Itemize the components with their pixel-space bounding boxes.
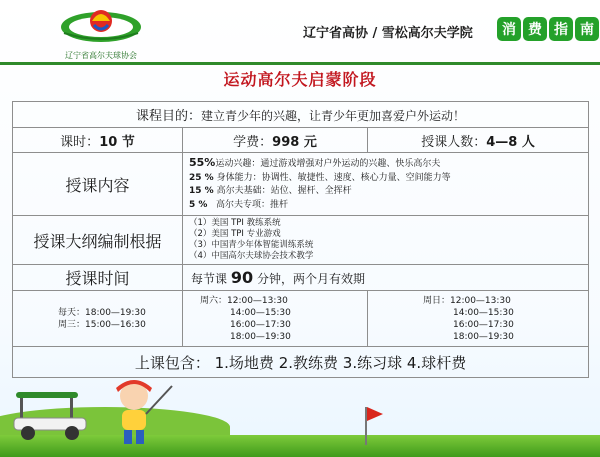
content-pct: 55% bbox=[189, 156, 216, 169]
content-pct: 25 % bbox=[189, 172, 214, 183]
content-item bbox=[189, 199, 582, 213]
badge-char: 南 bbox=[575, 17, 599, 41]
content-label: 授课内容 bbox=[13, 153, 183, 216]
content-item bbox=[189, 156, 582, 172]
golf-association-logo bbox=[56, 3, 146, 47]
time-summary-num: 90 bbox=[230, 268, 254, 287]
content-text: 高尔夫基础：站位、握杆、全挥杆 bbox=[216, 186, 352, 196]
hours-label: 课时： bbox=[60, 134, 100, 150]
time-summary bbox=[183, 265, 589, 291]
content-row bbox=[13, 153, 589, 216]
schedule-line: 周六：12:00—13:30 bbox=[200, 295, 288, 306]
outline-item: （1）美国 TPI 教练系统 bbox=[189, 218, 281, 228]
schedule-row bbox=[13, 291, 589, 347]
fee-label: 学费： bbox=[233, 134, 273, 150]
page-title: 运动高尔夫启蒙阶段 bbox=[223, 70, 377, 89]
badge-char: 指 bbox=[549, 17, 573, 41]
includes-item: 2.教练费 bbox=[278, 353, 339, 372]
class-size-value: 4—8 人 bbox=[486, 134, 535, 150]
includes-item: 4.球杆费 bbox=[406, 353, 467, 372]
schedule-line: 18:00—19:30 bbox=[453, 331, 514, 342]
outline-item: （3）中国青少年体智能训练系统 bbox=[189, 240, 314, 250]
saturday-schedule bbox=[183, 291, 368, 347]
schedule-line: 周日：12:00—13:30 bbox=[423, 295, 511, 306]
meta-row bbox=[13, 128, 589, 153]
golf-cart-icon bbox=[8, 388, 98, 443]
schedule-line: 每天：18:00—19:30 bbox=[58, 307, 146, 318]
outline-item: （4）中国高尔夫球协会技术教学 bbox=[189, 251, 314, 261]
class-size-cell bbox=[368, 128, 589, 153]
content-item bbox=[189, 172, 582, 186]
time-summary-post: 分钟，两个月有效期 bbox=[256, 272, 365, 286]
schedule-line: 18:00—19:30 bbox=[230, 331, 291, 342]
schedule-line: 周三：15:00—16:30 bbox=[58, 319, 146, 330]
hours-cell bbox=[13, 128, 183, 153]
purpose-cell bbox=[13, 102, 589, 128]
content-cell bbox=[183, 153, 589, 216]
time-row bbox=[13, 265, 589, 291]
includes-item: 3.练习球 bbox=[342, 353, 403, 372]
weekday-schedule bbox=[13, 291, 183, 347]
purpose-row bbox=[13, 102, 589, 128]
outline-label: 授课大纲编制根据 bbox=[13, 216, 183, 265]
hours-value: 10 节 bbox=[99, 134, 135, 150]
flag-icon bbox=[367, 407, 383, 421]
content-pct: 5 % bbox=[189, 199, 208, 210]
outline-item: （2）美国 TPI 专业游戏 bbox=[189, 229, 281, 239]
outline-row bbox=[13, 216, 589, 265]
content-text: 高尔夫专项：推杆 bbox=[216, 199, 289, 210]
org-title: 辽宁省高协 / 雪松高尔夫学院 bbox=[303, 26, 473, 41]
includes-cell bbox=[13, 347, 589, 378]
content-pct: 15 % bbox=[189, 186, 214, 196]
time-label: 授课时间 bbox=[13, 265, 183, 291]
class-size-label: 授课人数： bbox=[421, 134, 487, 150]
schedule-line: 14:00—15:30 bbox=[230, 307, 291, 318]
fee-value: 998 元 bbox=[272, 134, 317, 150]
kid-golfer-icon bbox=[98, 378, 178, 448]
schedule-line: 16:00—17:30 bbox=[230, 319, 291, 330]
content-text: 运动兴趣：通过游戏增强对户外运动的兴趣、快乐高尔夫 bbox=[215, 159, 441, 169]
includes-label: 上课包含： bbox=[134, 353, 210, 372]
includes-row bbox=[13, 347, 589, 378]
content-text: 身体能力：协调性、敏捷性、速度、核心力量、空间能力等 bbox=[216, 172, 451, 183]
badge-char: 费 bbox=[523, 17, 547, 41]
schedule-line: 16:00—17:30 bbox=[453, 319, 514, 330]
purpose-text: 建立青少年的兴趣，让青少年更加喜爱户外运动！ bbox=[201, 109, 466, 123]
outline-cell bbox=[183, 216, 589, 265]
time-summary-pre: 每节课 bbox=[191, 272, 228, 286]
consumer-guide-badge bbox=[497, 17, 599, 41]
course-info-table bbox=[12, 101, 589, 378]
schedule-line: 14:00—15:30 bbox=[453, 307, 514, 318]
fee-cell bbox=[183, 128, 368, 153]
logo-caption: 辽宁省高尔夫球协会 bbox=[65, 51, 137, 60]
header-divider bbox=[0, 62, 600, 65]
content-item bbox=[189, 185, 582, 199]
includes-item: 1.场地费 bbox=[214, 353, 274, 372]
sunday-schedule bbox=[368, 291, 589, 347]
badge-char: 消 bbox=[497, 17, 521, 41]
purpose-label: 课程目的： bbox=[136, 109, 202, 124]
